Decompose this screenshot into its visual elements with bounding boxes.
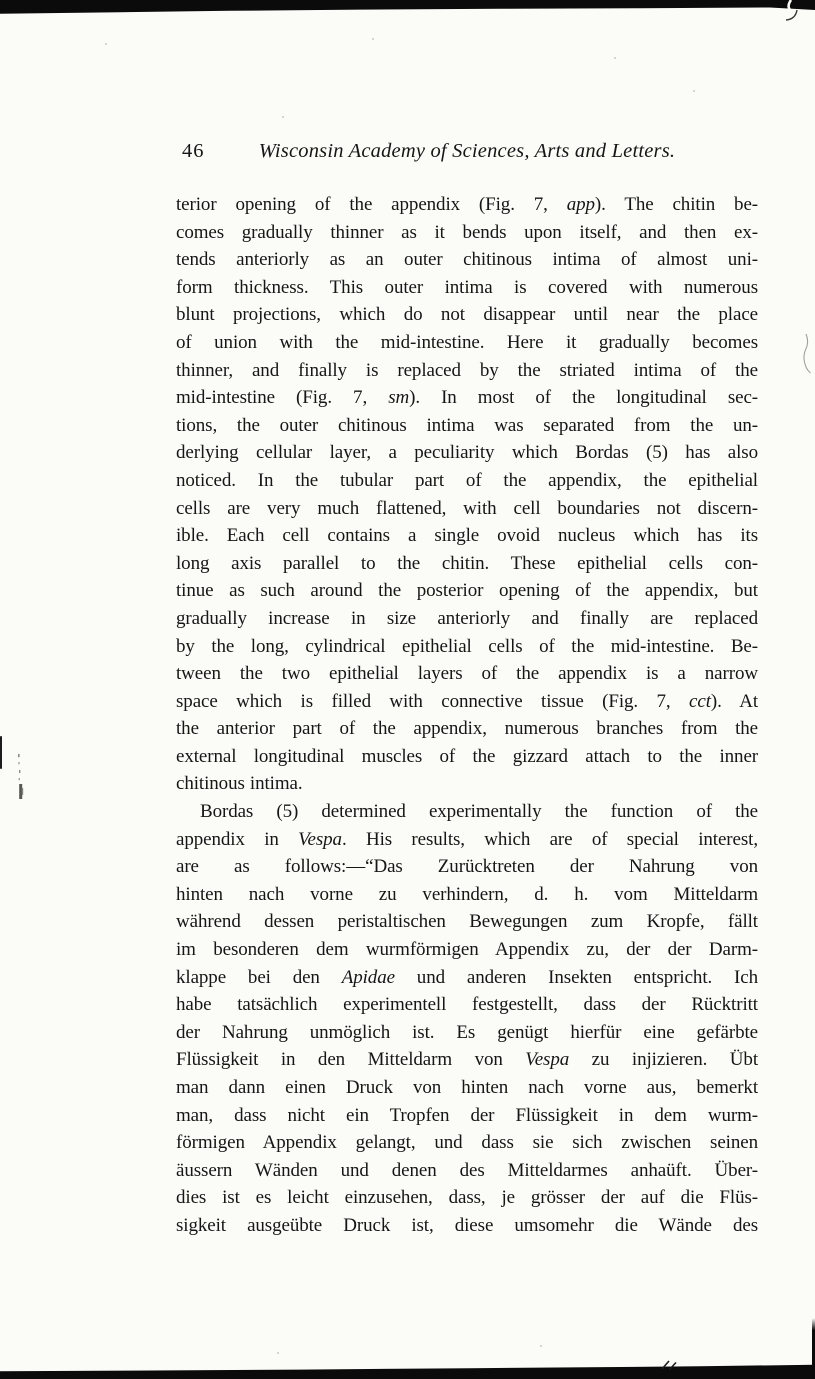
text-line: comes gradually thinner as it bends upon itself, and then ex- [176,221,758,243]
text-line: man dann einen Druck von hinten nach vorne aus, bemerkt [176,1077,758,1098]
text-line: Bordas (5) determined experimentally the function of the [200,801,758,823]
page-text [176,191,758,1240]
text-line: thinner, and finally is replaced by the striated intima of the [176,359,758,381]
text-line: förmigen Appendix gelangt, und dass sie sich zwischen seinen [176,1132,758,1154]
text-line: tinue as such around the posterior opening of the appendix, but [176,580,758,602]
text-line: blunt projections, which do not disappear until near the place [176,304,758,326]
text-line: dies ist es leicht einzusehen, dass, je grösser der auf die Flüs- [176,1187,758,1209]
text-line: tween the two epithelial layers of the appendix is a narrow [176,663,758,685]
running-title: Wisconsin Academy of Sciences, Arts and Letters. [258,140,676,162]
text-line: the anterior part of the appendix, numerous branches from the [176,718,758,740]
text-line: cells are very much flattened, with cell boundaries not discern- [176,497,758,519]
text-line: terior opening of the appendix (Fig. 7, app). The chitin be- [176,194,758,215]
text-line: derlying cellular layer, a peculiarity which Bordas (5) has also [176,442,758,464]
text-line: external longitudinal muscles of the gizzard attach to the inner [176,745,758,767]
text-line: hinten nach vorne zu verhindern, d. h. vom Mitteldarm [176,883,758,905]
text-line: im besonderen dem wurmförmigen Appendix zu, der der Darm- [176,939,758,961]
text-line: appendix in Vespa. His results, which are of special interest, [176,828,758,850]
page-header [176,140,758,168]
text-line: klappe bei den Apidae und anderen Insekten entspricht. Ich [176,966,758,988]
left-margin-marks [14,752,28,808]
text-line: man, dass nicht ein Tropfen der Flüssigkeit in dem wurm- [176,1104,758,1126]
text-line: während dessen peristaltischen Bewegungen zum Kropfe, fällt [176,911,758,933]
right-margin-hair-artifact [798,332,814,376]
dust-speck [693,90,695,92]
text-line: Flüssigkeit in den Mitteldarm von Vespa zu injizieren. Übt [176,1049,758,1071]
slash-marks-artifact [662,1361,676,1370]
text-line: tends anteriorly as an outer chitinous intima of almost uni- [176,249,758,271]
dust-speck [105,43,107,45]
text-line: of union with the mid-intestine. Here it gradually becomes [176,331,758,353]
text-line: habe tatsächlich experimentell festgestellt, dass der Rücktritt [176,994,758,1016]
page-number: 46 [182,140,205,162]
text-line: gradually increase in size anteriorly and finally are replaced [176,607,758,629]
dust-speck [540,1345,542,1347]
text-line: noticed. In the tubular part of the appendix, the epithelial [176,469,758,491]
left-edge-artifact [0,736,2,769]
text-line: ible. Each cell contains a single ovoid nucleus which has its [176,525,758,547]
bottom-scan-bar [0,1357,815,1379]
dust-speck [277,1352,279,1354]
paragraph-continuation [176,191,758,798]
text-line: tions, the outer chitinous intima was separated from the un- [176,414,758,436]
dust-speck [372,38,374,40]
corner-curl-artifact [789,0,793,12]
text-line: form thickness. This outer intima is covered with numerous [176,276,758,298]
text-line: mid-intestine (Fig. 7, sm). In most of the longitudinal sec- [176,387,758,409]
top-scan-bar [0,0,815,26]
text-line: sigkeit ausgeübte Druck ist, diese umsomehr die Wände des [176,1214,758,1236]
dust-speck [282,116,284,118]
text-line: chitinous intima. [176,773,303,795]
text-line: are as follows:—“Das Zurücktreten der Nahrung von [176,856,758,878]
text-line: der Nahrung unmöglich ist. Es genügt hierfür eine gefärbte [176,1021,758,1043]
text-line: by the long, cylindrical epithelial cells of the mid-intestine. Be- [176,635,758,657]
text-line: space which is filled with connective tissue (Fig. 7, cct). At [176,690,758,712]
paragraph-bordas-quote [176,798,758,1240]
text-line: äussern Wänden und denen des Mitteldarmes anhaüft. Über- [176,1159,758,1181]
dust-speck [614,57,616,59]
text-line: long axis parallel to the chitin. These epithelial cells con- [176,552,758,574]
